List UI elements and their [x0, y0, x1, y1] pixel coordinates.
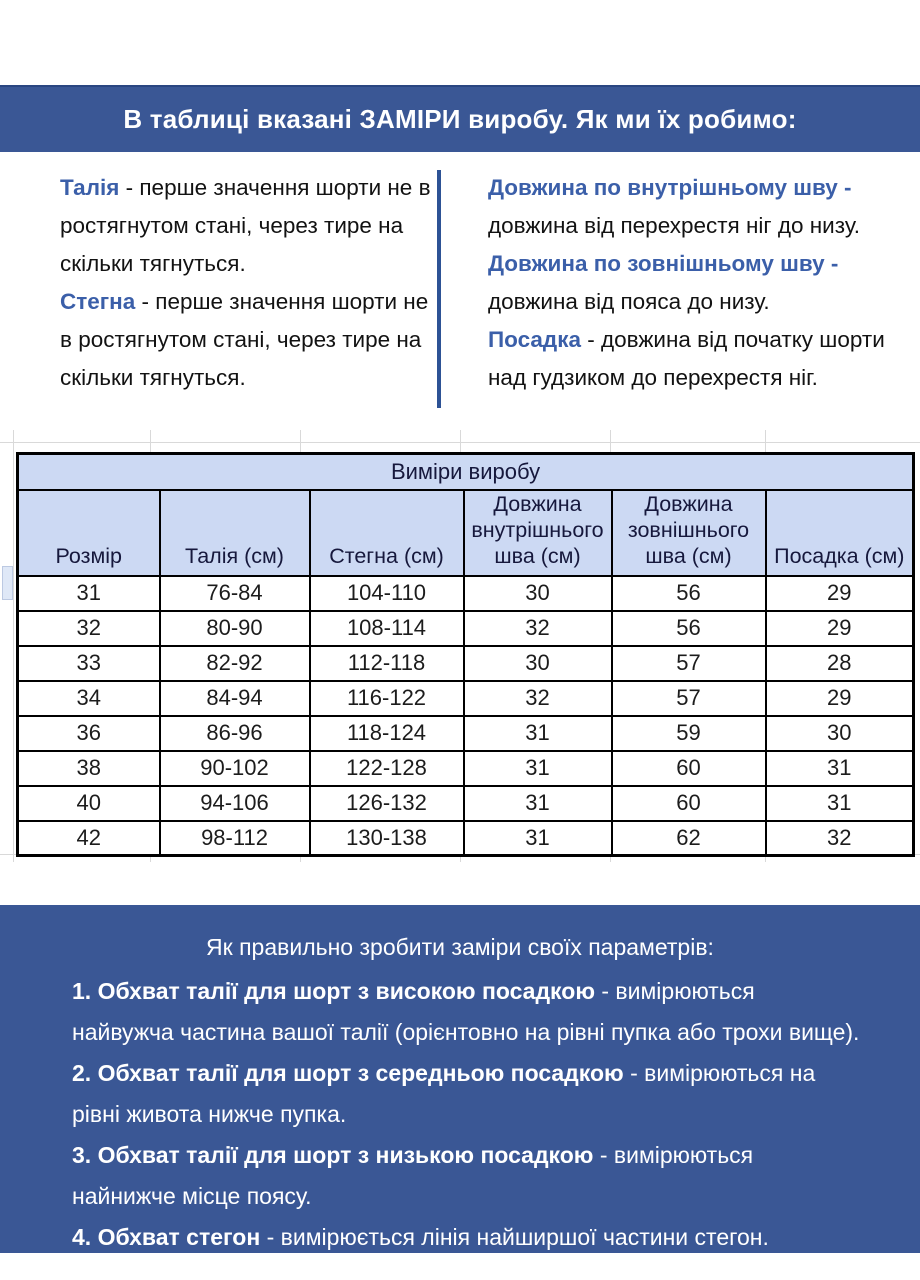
- column-header: Талія (см): [160, 490, 310, 576]
- definition-term: Довжина по зовнішньому шву -: [488, 251, 839, 276]
- table-cell: 80-90: [160, 611, 310, 646]
- table-title-row: [18, 454, 914, 490]
- definition-term: Талія: [60, 175, 120, 200]
- table-cell: 56: [612, 576, 766, 611]
- table-cell: 56: [612, 611, 766, 646]
- table-cell: 90-102: [160, 751, 310, 786]
- table-cell: 30: [464, 576, 612, 611]
- table-cell: 29: [766, 611, 914, 646]
- definition-item: [60, 169, 432, 283]
- table-cell: 126-132: [310, 786, 464, 821]
- table-cell: 31: [766, 786, 914, 821]
- table-cell: 33: [18, 646, 160, 681]
- instructions-title: Як правильно зробити заміри своїх параметрів:: [206, 934, 714, 960]
- instruction-text: - вимірюється лінія найширшої частини стегон.: [260, 1224, 769, 1250]
- table-cell: 32: [464, 611, 612, 646]
- table-cell: 38: [18, 751, 160, 786]
- definitions-section: [0, 163, 920, 415]
- table-cell: 76-84: [160, 576, 310, 611]
- table-cell: 60: [612, 751, 766, 786]
- table-cell: 116-122: [310, 681, 464, 716]
- table-cell: 32: [464, 681, 612, 716]
- table-row: [18, 751, 914, 786]
- table-row: [18, 646, 914, 681]
- table-cell: 118-124: [310, 716, 464, 751]
- table-cell: 104-110: [310, 576, 464, 611]
- table-cell: 31: [18, 576, 160, 611]
- table-cell: 29: [766, 576, 914, 611]
- definition-text: довжина від перехрестя ніг до низу.: [488, 213, 861, 238]
- table-cell: 31: [464, 786, 612, 821]
- table-row: [18, 716, 914, 751]
- table-cell: 98-112: [160, 821, 310, 856]
- table-cell: 31: [464, 821, 612, 856]
- table-cell: 60: [612, 786, 766, 821]
- instructions-list: [72, 971, 862, 1258]
- table-cell: 57: [612, 646, 766, 681]
- instruction-text: - вимірюються на рівні живота нижче пупка.: [72, 1060, 816, 1127]
- instruction-item: [72, 1135, 862, 1217]
- table-cell: 108-114: [310, 611, 464, 646]
- definition-term: Посадка: [488, 327, 581, 352]
- table-cell: 57: [612, 681, 766, 716]
- table-cell: 42: [18, 821, 160, 856]
- spreadsheet-gridline: [13, 430, 14, 862]
- instruction-text: - вимірюються найвужча частина вашої талії (орієнтовно на рівні пупка або трохи вище).: [72, 978, 860, 1045]
- table-cell: 31: [464, 716, 612, 751]
- table-cell: 30: [766, 716, 914, 751]
- column-divider: [437, 170, 441, 408]
- instruction-lead: 2. Обхват талії для шорт з середньою посадкою: [72, 1060, 624, 1086]
- table-cell: 130-138: [310, 821, 464, 856]
- table-cell: 94-106: [160, 786, 310, 821]
- table-row: [18, 611, 914, 646]
- table-cell: 82-92: [160, 646, 310, 681]
- table-row: [18, 786, 914, 821]
- instruction-lead: 1. Обхват талії для шорт з високою посадкою: [72, 978, 595, 1004]
- instruction-text: - вимірюються найнижче місце поясу.: [72, 1142, 754, 1209]
- definitions-right-column: [488, 169, 886, 397]
- table-cell: 34: [18, 681, 160, 716]
- table-row: [18, 681, 914, 716]
- size-table-section: [0, 430, 920, 865]
- table-row: [18, 821, 914, 856]
- column-header: Довжина зовнішнього шва (см): [612, 490, 766, 576]
- definition-item: [488, 169, 886, 245]
- definition-item: [60, 283, 432, 397]
- instruction-item: [72, 971, 862, 1053]
- instruction-lead: 4. Обхват стегон: [72, 1224, 261, 1250]
- spreadsheet-row-stub: [2, 566, 13, 600]
- column-header: Розмір: [18, 490, 160, 576]
- banner-title: В таблиці вказані ЗАМІРИ виробу. Як ми їх робимо:: [123, 104, 797, 134]
- definition-text: - перше значення шорти не в ростягнутом стані, через тире на скільки тягнуться.: [60, 175, 431, 276]
- definition-term: Стегна: [60, 289, 136, 314]
- instructions-section: [0, 905, 920, 1253]
- table-cell: 122-128: [310, 751, 464, 786]
- table-cell: 31: [464, 751, 612, 786]
- table-cell: 31: [766, 751, 914, 786]
- table-cell: 59: [612, 716, 766, 751]
- definitions-left-column: [60, 169, 432, 397]
- definition-text: - перше значення шорти не в ростягнутом стані, через тире на скільки тягнуться.: [60, 289, 429, 390]
- table-cell: 84-94: [160, 681, 310, 716]
- definition-text: - довжина від початку шорти над гудзиком до перехрестя ніг.: [488, 327, 885, 390]
- table-cell: 36: [18, 716, 160, 751]
- table-cell: 29: [766, 681, 914, 716]
- size-table: [16, 452, 915, 857]
- table-cell: 112-118: [310, 646, 464, 681]
- definition-text: довжина від пояса до низу.: [488, 289, 770, 314]
- column-header: Посадка (см): [766, 490, 914, 576]
- table-title: Виміри виробу: [18, 454, 914, 490]
- table-cell: 30: [464, 646, 612, 681]
- definition-term: Довжина по внутрішньому шву -: [488, 175, 852, 200]
- table-cell: 62: [612, 821, 766, 856]
- column-header: Довжина внутрішнього шва (см): [464, 490, 612, 576]
- definition-item: [488, 321, 886, 397]
- instruction-lead: 3. Обхват талії для шорт з низькою посадкою: [72, 1142, 594, 1168]
- table-cell: 40: [18, 786, 160, 821]
- table-cell: 32: [18, 611, 160, 646]
- header-banner: [0, 85, 920, 152]
- table-cell: 32: [766, 821, 914, 856]
- instruction-item: [72, 1217, 862, 1258]
- definition-item: [488, 245, 886, 321]
- table-cell: 28: [766, 646, 914, 681]
- column-header: Стегна (см): [310, 490, 464, 576]
- table-cell: 86-96: [160, 716, 310, 751]
- table-header-row: [18, 490, 914, 576]
- instruction-item: [72, 1053, 862, 1135]
- table-row: [18, 576, 914, 611]
